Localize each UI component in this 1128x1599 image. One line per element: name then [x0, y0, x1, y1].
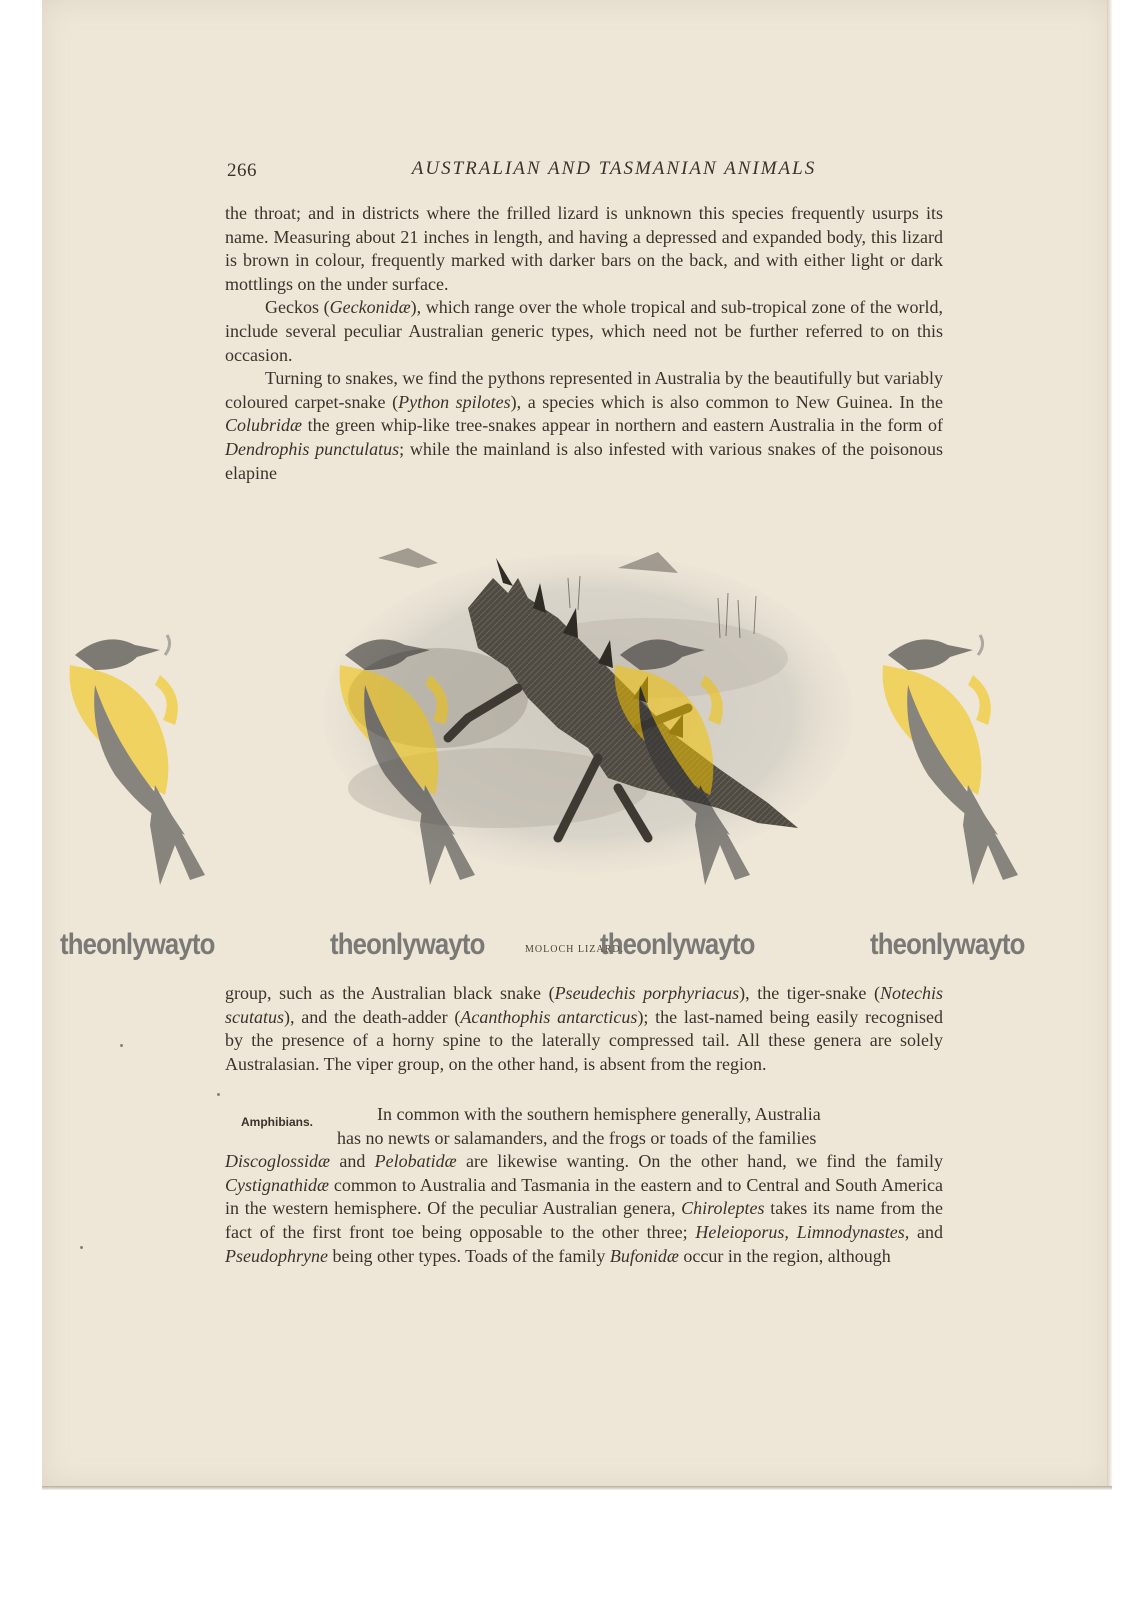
watermark-text: theonlywayto: [60, 928, 215, 961]
figure-caption: MOLOCH LIZARD.: [525, 944, 624, 955]
watermark-text: theonlywayto: [600, 928, 755, 961]
paper-speck: [120, 1044, 123, 1047]
top-text-block: [225, 202, 943, 485]
paragraph-snakes: Turning to snakes, we find the pythons represented in Australia by the beautifully but variably coloured carpet-snake (Python spilotes), a species which is also common to New Guinea. In the Colubridæ the green whip-like tree-snakes appear in northern and eastern Australia in the form of Dendrophis punctulatus; while the mainland is also infested with various snakes of the poisonous elapine: [225, 368, 943, 483]
watermark-bird-icon: [325, 625, 495, 895]
paper-speck: [80, 1246, 83, 1249]
watermark-text: theonlywayto: [330, 928, 485, 961]
page-bottom-shadow: [42, 1486, 1112, 1490]
watermark-bird-icon: [600, 625, 770, 895]
bottom-text-block: [225, 982, 943, 1076]
paragraph-lizard: the throat; and in districts where the frilled lizard is unknown this species frequently usurps its name. Measuring about 21 inches in length, and having a depressed and expanded body, this lizard is brown in colour, frequently marked with darker bars on the back, and with either light or dark mottlings on the under surface.: [225, 203, 943, 294]
paragraph-geckos: Geckos (Geckonidæ), which range over the whole tropical and sub-tropical zone of the world, include several peculiar Australian generic types, which need not be further referred to on this occasion.: [225, 297, 943, 365]
paragraph-elapine: group, such as the Australian black snake (Pseudechis porphyriacus), the tiger-snake (Notechis scutatus), and the death-adder (Acanthophis antarcticus); the last-named being easily recognised by the presence of a horny spine to the laterally compressed tail. All these genera are solely Australasian. The viper group, on the other hand, is absent from the region.: [225, 983, 944, 1074]
watermark-bird-icon: [868, 625, 1038, 895]
paper-speck: [217, 1093, 220, 1096]
watermark-bird-icon: [55, 625, 225, 895]
side-heading-amphibians: Amphibians.: [241, 1115, 314, 1129]
watermark-text: theonlywayto: [870, 928, 1025, 961]
paragraph-amphibians: In common with the southern hemisphere generally, Australia has no newts or salamanders, and the frogs or toads of the families Discoglossidæ and Pelobatidæ are likewise wanting. On the other hand, we find the family Cystignathidæ common to Australia and Tasmania in the eastern and to Central and South America in the western hemisphere. Of the peculiar Australian genera, Chiroleptes takes its name from the fact of the first front toe being opposable to the other three; Heleioporus, Limnodynastes, and Pseudophryne being other types. Toads of the family Bufonidæ occur in the region, although: [225, 1104, 944, 1266]
page-number: 266: [227, 160, 257, 181]
running-title: AUSTRALIAN AND TASMANIAN ANIMALS: [411, 158, 817, 179]
page-edge: [1107, 0, 1113, 1488]
page-header: [225, 158, 943, 184]
